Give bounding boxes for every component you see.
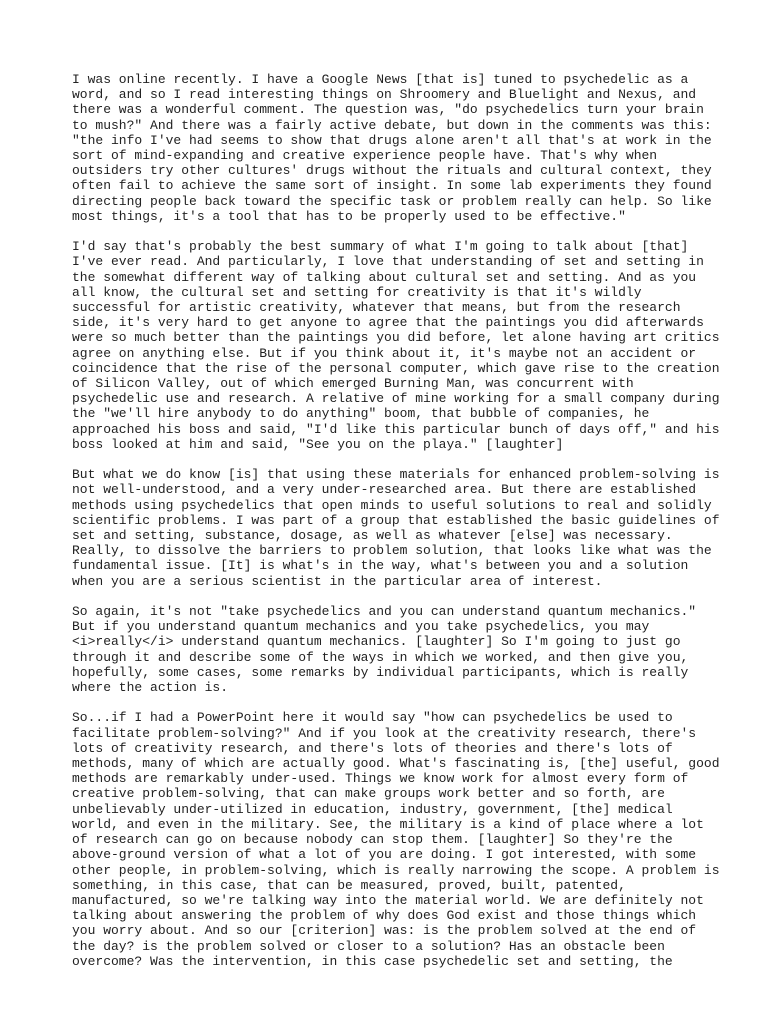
text-line: the "we'll hire anybody to do anything" boom, that bubble of companies, he	[72, 406, 650, 422]
text-line: most things, it's a tool that has to be properly used to be effective."	[72, 208, 626, 224]
text-line: of research can go on because nobody can stop them. [laughter] So they're the	[72, 832, 673, 848]
text-line: were so much better than the paintings you did before, let alone having art critics	[72, 330, 720, 346]
text-line: "the info I've had seems to show that drugs alone aren't all that's at work in the	[72, 132, 712, 148]
text-line: I've ever read. And particularly, I love that understanding of set and setting in	[72, 254, 704, 270]
text-line: agree on anything else. But if you think about it, it's maybe not an accident or	[72, 345, 697, 361]
text-line: I'd say that's probably the best summary of what I'm going to talk about [that]	[72, 239, 689, 255]
text-line: Really, to dissolve the barriers to problem solution, that looks like what was the	[72, 543, 712, 559]
text-line: sort of mind-expanding and creative experience people have. That's why when	[72, 148, 658, 164]
text-line: boss looked at him and said, "See you on the playa." [laughter]	[72, 436, 564, 452]
text-line: directing people back toward the specific task or problem really can help. So like	[72, 193, 712, 209]
text-line: creative problem-solving, that can make groups work better and so forth, are	[72, 786, 665, 802]
text-line: facilitate problem-solving?" And if you look at the creativity research, there's	[72, 725, 697, 741]
text-line: <i>really</i> understand quantum mechanics. [laughter] So I'm going to just go	[72, 634, 681, 650]
text-line: approached his boss and said, "I'd like this particular bunch of days off," and his	[72, 421, 720, 437]
text-line: methods are remarkably under-used. Things we know work for almost every form of	[72, 771, 689, 787]
text-line: to mush?" And there was a fairly active debate, but down in the comments was this:	[72, 117, 712, 133]
text-line: lots of creativity research, and there's lots of theories and there's lots of	[72, 740, 673, 756]
text-line: manufactured, so we're talking way into the material world. We are definitely not	[72, 892, 704, 908]
text-line: But what we do know [is] that using these materials for enhanced problem-solving is	[72, 467, 720, 483]
text-line: outsiders try other cultures' drugs without the rituals and cultural context, they	[72, 163, 712, 179]
text-line: fundamental issue. [It] is what's in the way, what's between you and a solution	[72, 558, 689, 574]
text-line: there was a wonderful comment. The question was, "do psychedelics turn your brain	[72, 102, 704, 118]
text-line: other people, in problem-solving, which is really narrowing the scope. A problem is	[72, 862, 720, 878]
text-line: set and setting, substance, dosage, as well as whatever [else] was necessary.	[72, 528, 673, 544]
text-line: often fail to achieve the same sort of insight. In some lab experiments they found	[72, 178, 712, 194]
text-line: not well-understood, and a very under-researched area. But there are established	[72, 482, 697, 498]
text-line: of Silicon Valley, out of which emerged Burning Man, was concurrent with	[72, 376, 634, 392]
text-line: unbelievably under-utilized in education, industry, government, [the] medical	[72, 801, 673, 817]
text-line: So again, it's not "take psychedelics and you can understand quantum mechanics."	[72, 604, 697, 620]
text-line: I was online recently. I have a Google News [that is] tuned to psychedelic as a	[72, 72, 689, 87]
text-line: world, and even in the military. See, the military is a kind of place where a lot	[72, 816, 704, 832]
text-line: the day? is the problem solved or closer to a solution? Has an obstacle been	[72, 938, 665, 954]
text-line: when you are a serious scientist in the particular area of interest.	[72, 573, 603, 589]
text-line: something, in this case, that can be measured, proved, built, patented,	[72, 877, 626, 893]
text-line: where the action is.	[72, 680, 229, 696]
paragraph-4	[72, 604, 696, 695]
text-line: you worry about. And so our [criterion] was: is the problem solved at the end of	[72, 923, 697, 939]
text-line: all know, the cultural set and setting for creativity is that it's wildly	[72, 284, 642, 300]
paragraph-3	[72, 467, 720, 589]
text-line: psychedelic use and research. A relative of mine working for a small company during	[72, 391, 720, 407]
paragraph-1	[72, 72, 712, 224]
paragraph-2	[72, 239, 720, 452]
text-line: methods, many of which are actually good. What's fascinating is, [the] useful, good	[72, 756, 720, 772]
text-line: coincidence that the rise of the personal computer, which gave rise to the creation	[72, 360, 720, 376]
text-line: So...if I had a PowerPoint here it would say "how can psychedelics be used to	[72, 710, 673, 726]
text-line: hopefully, some cases, some remarks by individual participants, which is really	[72, 664, 689, 680]
text-line: talking about answering the problem of why does God exist and those things which	[72, 908, 697, 924]
text-line: scientific problems. I was part of a group that established the basic guidelines of	[72, 512, 720, 528]
text-line: But if you understand quantum mechanics and you take psychedelics, you may	[72, 619, 650, 635]
text-line: overcome? Was the intervention, in this case psychedelic set and setting, the	[72, 953, 673, 969]
document-page	[72, 72, 720, 969]
text-line: methods using psychedelics that open minds to useful solutions to real and solidly	[72, 497, 712, 513]
text-line: side, it's very hard to get anyone to agree that the paintings you did afterwards	[72, 315, 704, 331]
text-line: successful for artistic creativity, whatever that means, but from the research	[72, 300, 681, 316]
text-line: through it and describe some of the ways in which we worked, and then give you,	[72, 649, 689, 665]
paragraph-5	[72, 710, 720, 969]
text-line: word, and so I read interesting things on Shroomery and Bluelight and Nexus, and	[72, 87, 697, 103]
text-line: above-ground version of what a lot of you are doing. I got interested, with some	[72, 847, 697, 863]
text-line: the somewhat different way of talking about cultural set and setting. And as you	[72, 269, 697, 285]
